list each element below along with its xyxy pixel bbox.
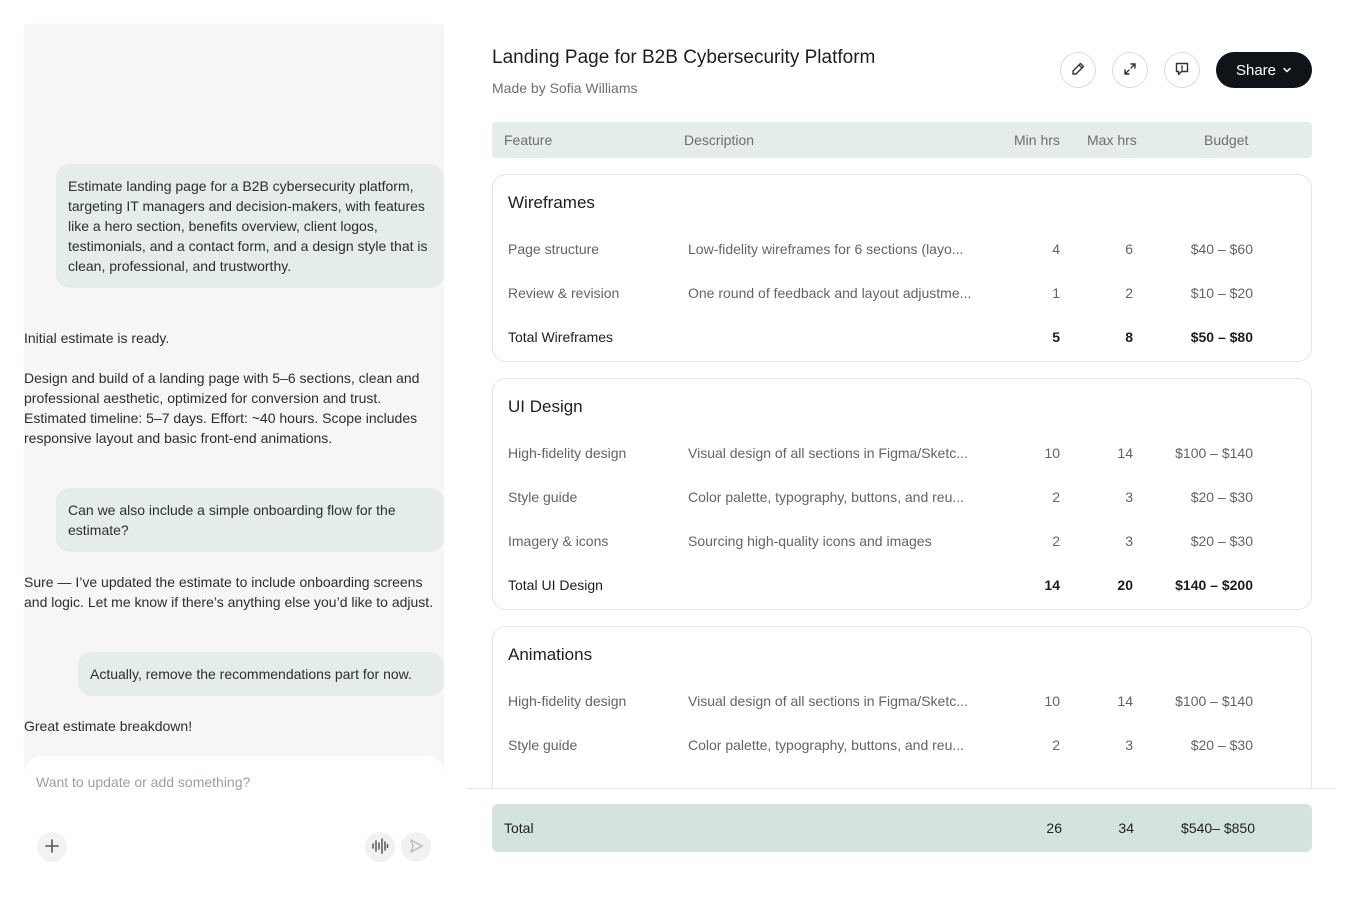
table-row[interactable] xyxy=(493,285,1312,305)
cell-budget: $40 – $60 xyxy=(1190,241,1253,257)
edit-button[interactable] xyxy=(1060,52,1096,88)
cell-feature: Style guide xyxy=(508,489,578,505)
composer xyxy=(24,756,444,876)
cell-description: Visual design of all sections in Figma/Sketc... xyxy=(688,693,968,709)
cell-budget: $100 – $140 xyxy=(1175,693,1253,709)
chevron-down-icon xyxy=(1282,62,1292,79)
comment-icon xyxy=(1174,61,1190,80)
footer-divider xyxy=(466,788,1336,789)
cell-description: One round of feedback and layout adjustme... xyxy=(688,285,972,301)
cell-max-hrs: 20 xyxy=(1117,577,1133,593)
grand-total-row xyxy=(492,804,1312,852)
section-title: UI Design xyxy=(508,397,583,416)
user-message xyxy=(78,652,444,696)
send-button[interactable] xyxy=(401,832,431,862)
cell-budget: $20 – $30 xyxy=(1190,737,1253,753)
table-row[interactable] xyxy=(493,241,1312,261)
cell-min-hrs: 2 xyxy=(1052,489,1060,505)
cell-budget: $20 – $30 xyxy=(1190,533,1253,549)
column-header-max-hrs: Max hrs xyxy=(1087,132,1137,148)
cell-budget: $100 – $140 xyxy=(1175,445,1253,461)
cell-min-hrs: 2 xyxy=(1052,533,1060,549)
cell-feature: Total UI Design xyxy=(508,577,603,593)
column-header-feature: Feature xyxy=(504,132,553,148)
cell-budget: $20 – $30 xyxy=(1190,489,1253,505)
expand-button[interactable] xyxy=(1112,52,1148,88)
section-total-row xyxy=(493,329,1312,349)
message-text: Can we also include a simple onboarding flow for the estimate? xyxy=(68,502,396,538)
section-card-animations xyxy=(492,626,1312,788)
cell-feature: Total Wireframes xyxy=(508,329,614,345)
column-header-budget: Budget xyxy=(1204,132,1249,148)
cell-max-hrs: 14 xyxy=(1117,693,1133,709)
cell-min-hrs: 2 xyxy=(1052,737,1060,753)
cell-max-hrs: 14 xyxy=(1117,445,1133,461)
table-row[interactable] xyxy=(493,445,1312,465)
pencil-icon xyxy=(1070,61,1086,80)
grand-total-budget: $540– $850 xyxy=(1181,820,1255,836)
assistant-message xyxy=(24,328,444,448)
estimate-sections[interactable] xyxy=(492,174,1312,788)
section-total-row xyxy=(493,577,1312,597)
cell-budget: $140 – $200 xyxy=(1175,577,1253,593)
cell-min-hrs: 4 xyxy=(1052,241,1060,257)
message-text: Sure — I’ve updated the estimate to include onboarding screens and logic. Let me know if there’s anything else you’d like to adjust. xyxy=(24,574,434,610)
message-text: Initial estimate is ready. xyxy=(24,330,170,346)
cell-description: Color palette, typography, buttons, and reu... xyxy=(688,489,965,505)
column-header-description: Description xyxy=(684,132,755,148)
cell-max-hrs: 2 xyxy=(1125,285,1133,301)
share-button[interactable] xyxy=(1216,52,1312,88)
expand-icon xyxy=(1123,62,1137,79)
cell-feature: High-fidelity design xyxy=(508,445,627,461)
cell-feature: High-fidelity design xyxy=(508,693,627,709)
cell-description: Low-fidelity wireframes for 6 sections (layo... xyxy=(688,241,964,257)
cell-min-hrs: 10 xyxy=(1044,445,1060,461)
section-card-wireframes xyxy=(492,174,1312,362)
chat-panel xyxy=(24,24,444,876)
page-subtitle: Made by Sofia Williams xyxy=(492,80,638,96)
cell-max-hrs: 3 xyxy=(1125,533,1133,549)
grand-total-max-hrs: 34 xyxy=(1118,820,1134,836)
add-attachment-button[interactable] xyxy=(37,832,67,862)
cell-budget: $50 – $80 xyxy=(1190,329,1253,345)
table-row[interactable] xyxy=(493,533,1312,553)
cell-max-hrs: 3 xyxy=(1125,737,1133,753)
section-title: Animations xyxy=(508,645,593,664)
voice-input-button[interactable] xyxy=(365,832,395,862)
message-text: Great estimate breakdown! xyxy=(24,718,193,734)
message-input[interactable] xyxy=(36,770,426,794)
page-title: Landing Page for B2B Cybersecurity Platform xyxy=(492,47,876,68)
column-header-min-hrs: Min hrs xyxy=(1014,132,1060,148)
section-card-ui-design xyxy=(492,378,1312,610)
waveform-icon xyxy=(371,838,389,857)
message-text: Estimate landing page for a B2B cybersecurity platform, targeting IT managers and decision-makers, with features like a hero section, benefits overview, client logos, testimonials, and a contact form, and a design style that is clean, professional, and trustworthy. xyxy=(68,178,428,274)
message-text: Design and build of a landing page with 5–6 sections, clean and professional aesthetic, optimized for conversion and trust. Estimated timeline: 5–7 days. Effort: ~40 hours. Scope includes responsive layout and basic front-end animations. xyxy=(24,370,420,446)
plus-icon xyxy=(45,839,59,856)
user-message xyxy=(56,488,444,552)
section-title: Wireframes xyxy=(508,193,595,212)
cell-max-hrs: 6 xyxy=(1125,241,1133,257)
cell-feature: Page structure xyxy=(508,241,600,257)
cell-min-hrs: 10 xyxy=(1044,693,1060,709)
cell-min-hrs: 5 xyxy=(1052,329,1060,345)
table-row[interactable] xyxy=(493,489,1312,509)
assistant-message xyxy=(24,572,444,612)
cell-description: Color palette, typography, buttons, and reu... xyxy=(688,737,965,753)
table-header xyxy=(492,122,1312,158)
cell-min-hrs: 14 xyxy=(1044,577,1060,593)
cell-feature: Style guide xyxy=(508,737,578,753)
grand-total-label: Total xyxy=(504,820,534,836)
cell-budget: $10 – $20 xyxy=(1190,285,1253,301)
assistant-message xyxy=(24,716,444,736)
cell-feature: Imagery & icons xyxy=(508,533,609,549)
user-message xyxy=(56,164,444,288)
table-row[interactable] xyxy=(493,693,1312,713)
share-label: Share xyxy=(1235,61,1277,79)
cell-description: Visual design of all sections in Figma/Sketc... xyxy=(688,445,968,461)
message-text: Actually, remove the recommendations part for now. xyxy=(90,666,412,682)
cell-min-hrs: 1 xyxy=(1052,285,1060,301)
cell-max-hrs: 8 xyxy=(1125,329,1133,345)
table-row[interactable] xyxy=(493,737,1312,757)
grand-total-min-hrs: 26 xyxy=(1046,820,1062,836)
cell-description: Sourcing high-quality icons and images xyxy=(688,533,932,549)
cell-feature: Review & revision xyxy=(508,285,620,301)
comment-button[interactable] xyxy=(1164,52,1200,88)
send-icon xyxy=(408,838,424,857)
cell-max-hrs: 3 xyxy=(1125,489,1133,505)
